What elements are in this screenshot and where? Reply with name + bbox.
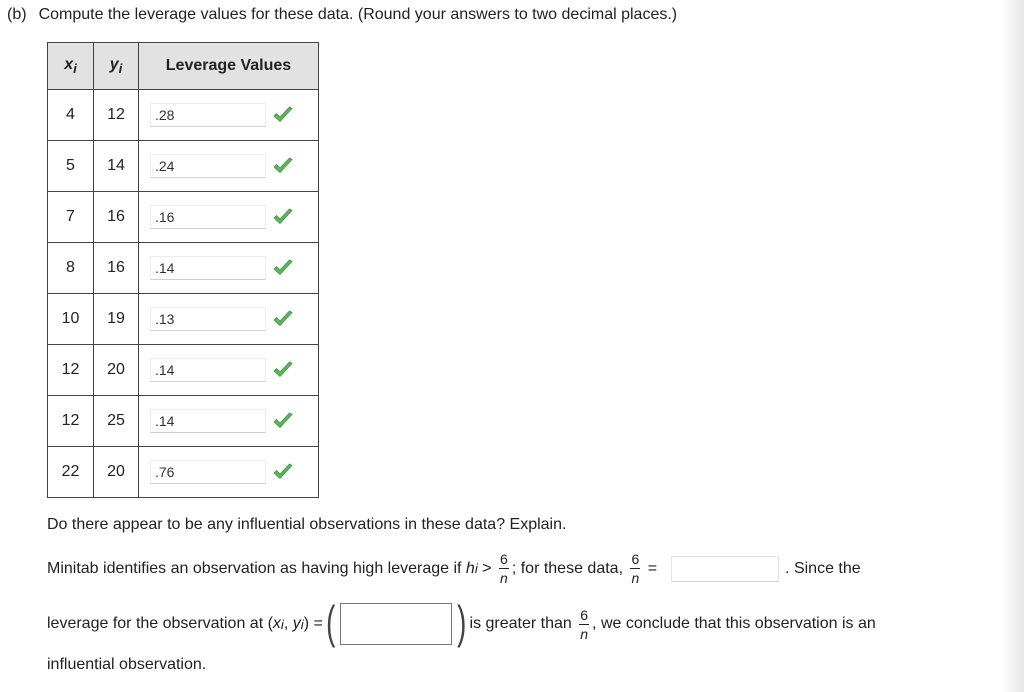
cell-x: 12: [48, 396, 94, 447]
cell-x: 8: [48, 243, 94, 294]
fraction-6-over-n: $\frac{6}{n}$: [500, 551, 508, 586]
table-row: [48, 192, 319, 243]
leverage-input[interactable]: [150, 154, 266, 178]
part-label: (b): [7, 6, 27, 23]
right-paren-glyph: ): [457, 596, 467, 648]
table-row: [48, 90, 319, 141]
observation-pair-input[interactable]: [340, 603, 452, 645]
leverage-table: [47, 42, 319, 498]
cell-leverage: [139, 345, 319, 396]
check-icon: [272, 157, 294, 175]
cell-y: 16: [94, 192, 139, 243]
leverage-input[interactable]: [150, 103, 266, 127]
check-icon: [272, 412, 294, 430]
cell-leverage: [139, 192, 319, 243]
cell-y: 20: [94, 345, 139, 396]
fraction-6-over-n: $\frac{6}{n}$: [580, 606, 589, 642]
cell-leverage: [139, 396, 319, 447]
left-paren-glyph: (: [325, 596, 336, 648]
table-row: [48, 345, 319, 396]
cell-x: 4: [48, 90, 94, 141]
cell-leverage: [139, 447, 319, 498]
leverage-input[interactable]: [150, 205, 266, 229]
leverage-input[interactable]: [150, 358, 266, 382]
check-icon: [272, 208, 294, 226]
leverage-input[interactable]: [150, 460, 266, 484]
cell-x: 10: [48, 294, 94, 345]
cell-y: 20: [94, 447, 139, 498]
fraction-6-over-n: $\frac{6}{n}$: [631, 551, 640, 586]
sentence-line-2: leverage for the observation at ( x i , y i ) = ( ) is greater than $\frac{6}{n}$ , we conclude that this observation is an: [47, 596, 876, 648]
check-icon: [272, 106, 294, 124]
cell-x: 5: [48, 141, 94, 192]
cell-x: 7: [48, 192, 94, 243]
table-body: [48, 90, 319, 498]
table-header-row: [48, 43, 319, 90]
threshold-input[interactable]: [671, 556, 779, 582]
sentence-line-3: influential observation.: [47, 656, 207, 673]
cell-y: 14: [94, 141, 139, 192]
sentence-line-1: Minitab identifies an observation as having high leverage if h i > $\frac{6}{n}$ ; for these data, $\frac{6}{n}$ = . Since the: [47, 551, 861, 586]
header-y: $y_i$: [94, 43, 139, 90]
instruction-text: Compute the leverage values for these data. (Round your answers to two decimal places.): [38, 6, 678, 23]
table-row: [48, 396, 319, 447]
leverage-input[interactable]: [150, 256, 266, 280]
check-icon: [272, 259, 294, 277]
page-edge-shadow: [1002, 0, 1024, 692]
cell-leverage: [139, 243, 319, 294]
cell-x: 22: [48, 447, 94, 498]
header-leverage: Leverage Values: [139, 43, 319, 90]
cell-leverage: [139, 90, 319, 141]
part-header: [7, 6, 677, 24]
leverage-input[interactable]: [150, 307, 266, 331]
check-icon: [272, 310, 294, 328]
table-row: [48, 243, 319, 294]
cell-y: 16: [94, 243, 139, 294]
table-row: [48, 141, 319, 192]
table-row: [48, 294, 319, 345]
table-row: [48, 447, 319, 498]
check-icon: [272, 463, 294, 481]
cell-y: 12: [94, 90, 139, 141]
question-text: Do there appear to be any influential observations in these data? Explain.: [47, 516, 567, 533]
cell-leverage: [139, 141, 319, 192]
check-icon: [272, 361, 294, 379]
cell-y: 25: [94, 396, 139, 447]
cell-y: 19: [94, 294, 139, 345]
header-x: $x_i$: [48, 43, 94, 90]
cell-x: 12: [48, 345, 94, 396]
cell-leverage: [139, 294, 319, 345]
leverage-input[interactable]: [150, 409, 266, 433]
